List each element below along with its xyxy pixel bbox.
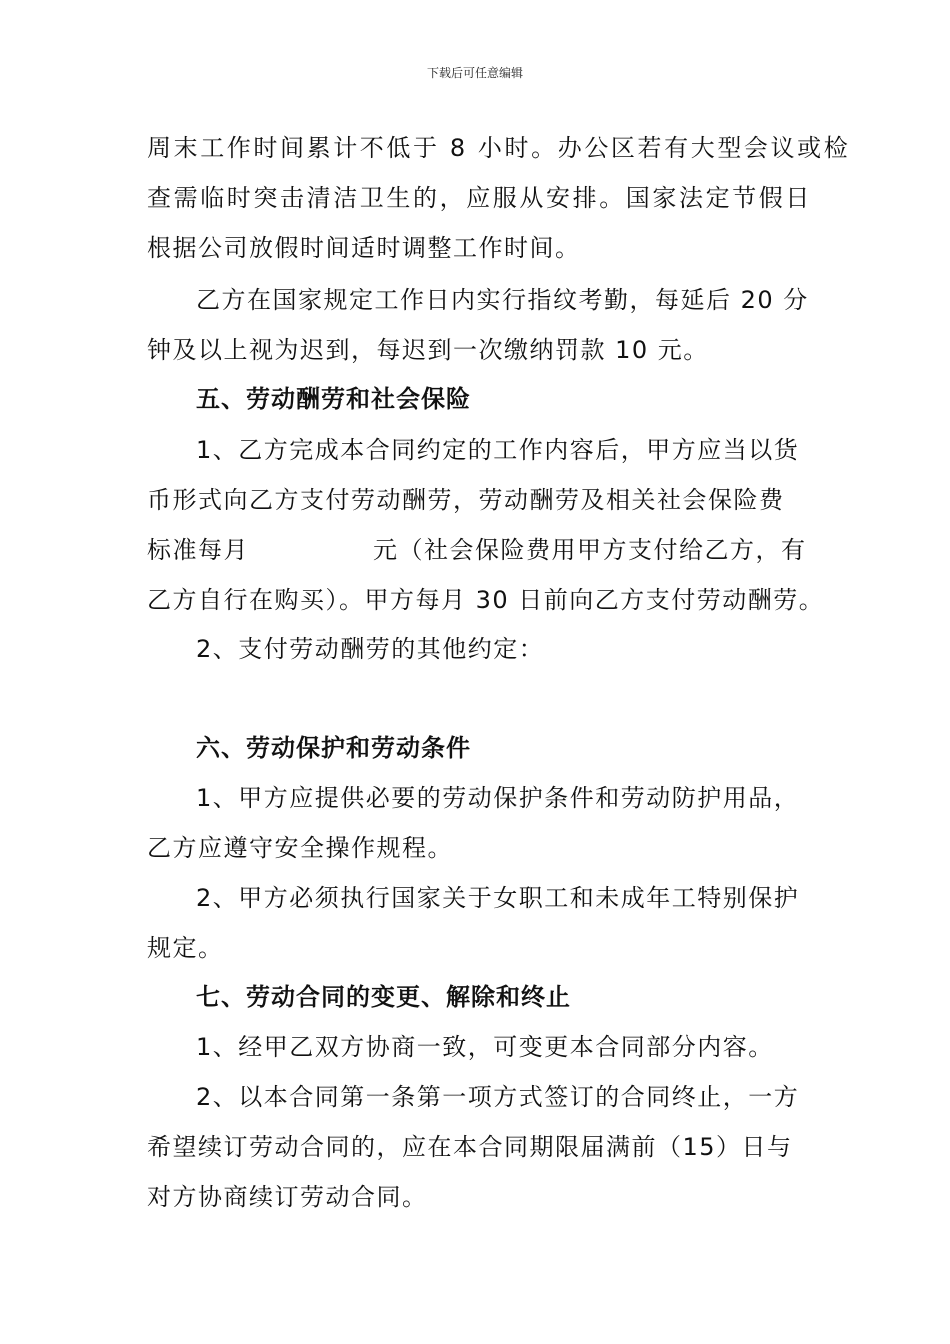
text-line: 根据公司放假时间适时调整工作时间。 [147, 234, 581, 262]
text-line: 1、乙方完成本合同约定的工作内容后，甲方应当以货 [196, 436, 800, 464]
text-line: 查需临时突击清洁卫生的，应服从安排。国家法定节假日 [147, 184, 812, 212]
text-line: 2、甲方必须执行国家关于女职工和未成年工特别保护 [196, 884, 800, 912]
text-line: 对方协商续订劳动合同。 [147, 1183, 428, 1211]
text-line: 1、甲方应提供必要的劳动保护条件和劳动防护用品， [196, 784, 800, 812]
page-header-note: 下载后可任意编辑 [426, 66, 523, 80]
section-heading: 六、劳动保护和劳动条件 [196, 734, 471, 762]
text-line: 规定。 [147, 934, 224, 962]
section-heading: 七、劳动合同的变更、解除和终止 [196, 983, 571, 1011]
text-line: 币形式向乙方支付劳动酬劳，劳动酬劳及相关社会保险费 [147, 486, 785, 514]
text-line: 乙方在国家规定工作日内实行指纹考勤，每延后 20 分 [196, 286, 809, 314]
text-line: 1、经甲乙双方协商一致，可变更本合同部分内容。 [196, 1033, 774, 1061]
text-line: 钟及以上视为迟到，每迟到一次缴纳罚款 10 元。 [147, 336, 709, 364]
text-line: 乙方自行在购买）。甲方每月 30 日前向乙方支付劳动酬劳。 [147, 586, 825, 614]
salary-standard-suffix: 元（社会保险费用甲方支付给乙方，有 [373, 536, 807, 564]
text-line: 希望续订劳动合同的，应在本合同期限届满前（15）日与 [147, 1133, 793, 1161]
salary-standard-label: 标准每月 [147, 536, 249, 564]
text-line: 周末工作时间累计不低于 8 小时。办公区若有大型会议或检 [147, 134, 851, 162]
section-heading: 五、劳动酬劳和社会保险 [196, 385, 471, 413]
text-line: 乙方应遵守安全操作规程。 [147, 834, 453, 862]
text-line-with-blank [147, 534, 807, 566]
text-line: 2、支付劳动酬劳的其他约定： [196, 635, 545, 663]
text-line: 2、以本合同第一条第一项方式签订的合同终止，一方 [196, 1083, 800, 1111]
